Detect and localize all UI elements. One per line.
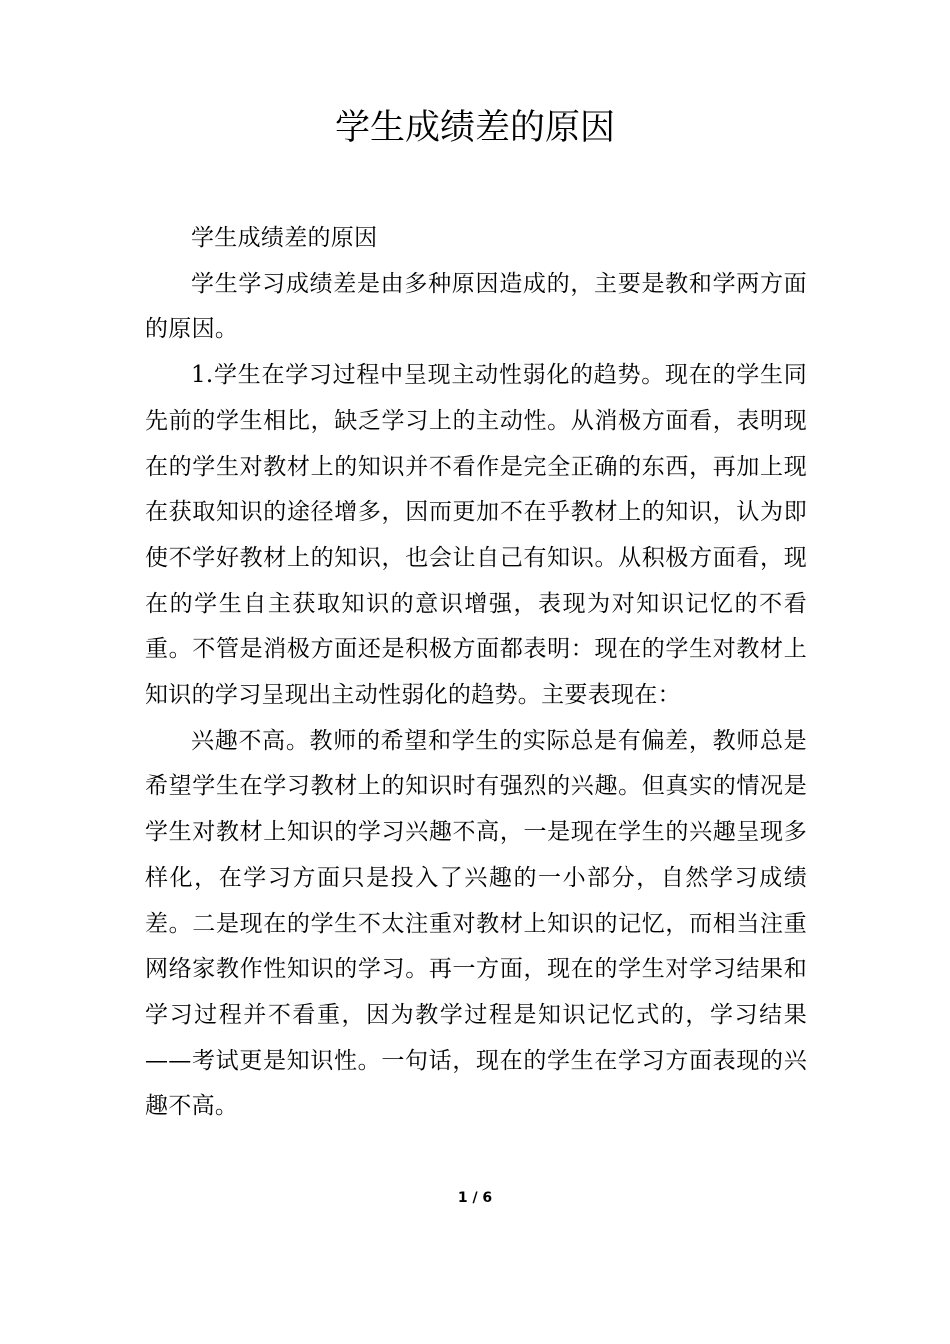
paragraph-subtitle: 学生成绩差的原因 xyxy=(191,225,378,251)
paragraph-intro: 学生学习成绩差是由多种原因造成的，主要是教和学两方面的原因。 xyxy=(145,270,807,343)
paragraph-point-1: 1.学生在学习过程中呈现主动性弱化的趋势。现在的学生同先前的学生相比，缺乏学习上的主动性。从消极方面看，表明现在的学生对教材上的知识并不看作是完全正确的东西，再加上现在获取知识的途径增多，因而更加不在乎教材上的知识，认为即使不学好教材上的知识，也会让自己有知识。从积极方面看，现在的学生自主获取知识的意识增强，表现为对知识记忆的不看重。不管是消极方面还是积极方面都表明：现在的学生对教材上知识的学习呈现出主动性弱化的趋势。主要表现在： xyxy=(145,362,807,709)
document-body xyxy=(145,216,807,1130)
document-title: 学生成绩差的原因 xyxy=(334,108,615,148)
paragraph-interest: 兴趣不高。教师的希望和学生的实际总是有偏差，教师总是希望学生在学习教材上的知识时有强烈的兴趣。但真实的情况是学生对教材上知识的学习兴趣不高，一是现在学生的兴趣呈现多样化，在学习方面只是投入了兴趣的一小部分，自然学习成绩差。二是现在的学生不太注重对教材上知识的记忆，而相当注重网络家教作性知识的学习。再一方面，现在的学生对学习结果和学习过程并不看重，因为教学过程是知识记忆式的，学习结果——考试更是知识性。一句话，现在的学生在学习方面表现的兴趣不高。 xyxy=(145,727,807,1120)
page-number: 1 / 6 xyxy=(457,1190,493,1206)
